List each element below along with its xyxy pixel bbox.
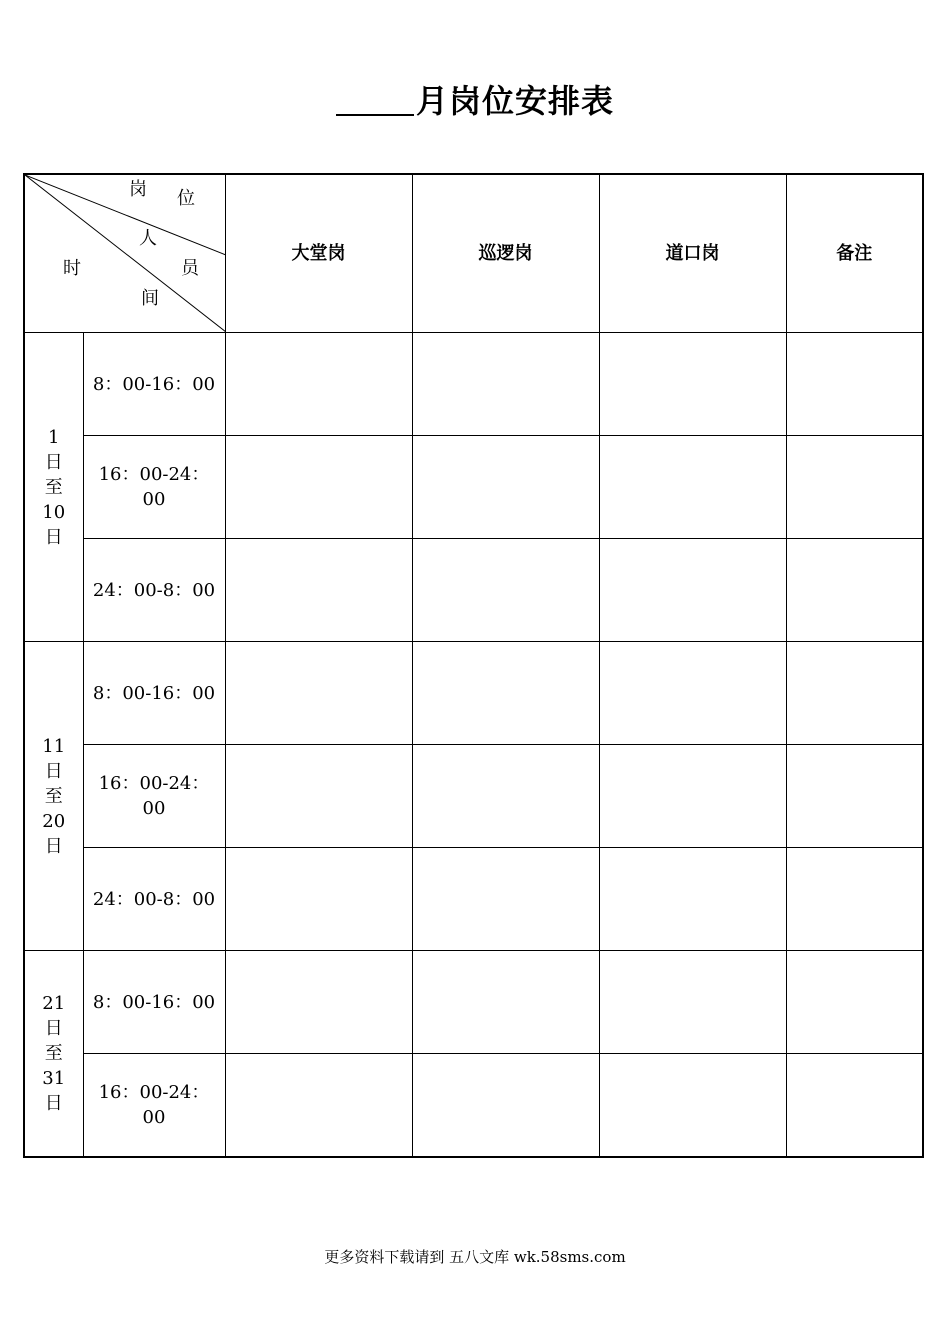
period-line: 至 [44, 1043, 63, 1064]
period-cell [24, 951, 83, 1158]
title-text: 月岗位安排表 [415, 82, 614, 120]
table-row [24, 539, 923, 642]
period-line: 1 [48, 426, 60, 448]
table-row [24, 642, 923, 745]
cell-gate[interactable] [599, 1054, 786, 1158]
shift-cell [83, 848, 225, 951]
time-char-2: 间 [141, 288, 159, 309]
shift-text: 16：00-24： [98, 464, 210, 485]
staff-char-1: 人 [139, 228, 157, 249]
shift-text: 16：00-24： [98, 1082, 210, 1103]
table-row [24, 745, 923, 848]
cell-patrol[interactable] [412, 1054, 599, 1158]
cell-gate[interactable] [599, 951, 786, 1054]
post-char-2: 位 [177, 188, 195, 209]
cell-lobby[interactable] [225, 951, 412, 1054]
period-line: 日 [44, 526, 63, 548]
cell-patrol[interactable] [412, 333, 599, 436]
cell-remarks[interactable] [786, 436, 923, 539]
cell-remarks[interactable] [786, 539, 923, 642]
cell-lobby[interactable] [225, 333, 412, 436]
cell-gate[interactable] [599, 642, 786, 745]
cell-lobby[interactable] [225, 745, 412, 848]
cell-remarks[interactable] [786, 848, 923, 951]
column-header-lobby: 大堂岗 [225, 174, 412, 333]
cell-patrol[interactable] [412, 642, 599, 745]
table-row [24, 848, 923, 951]
cell-remarks[interactable] [786, 745, 923, 848]
schedule-table [23, 173, 924, 1158]
cell-lobby[interactable] [225, 642, 412, 745]
shift-text: 24：00-8：00 [92, 579, 216, 601]
period-line: 日 [44, 451, 63, 473]
period-cell [24, 642, 83, 951]
cell-patrol[interactable] [412, 539, 599, 642]
cell-remarks[interactable] [786, 1054, 923, 1158]
shift-cell [83, 951, 225, 1054]
cell-lobby[interactable] [225, 539, 412, 642]
shift-cell [83, 1054, 225, 1158]
column-header-gate: 道口岗 [599, 174, 786, 333]
period-line: 31 [42, 1068, 66, 1089]
shift-cell [83, 539, 225, 642]
cell-lobby[interactable] [225, 1054, 412, 1158]
staff-char-2: 员 [181, 258, 199, 279]
shift-text: 8：00-16：00 [92, 373, 216, 395]
footer-text: 更多资料下载请到 五八文库 wk.58sms.com [324, 1248, 626, 1266]
month-blank [336, 84, 414, 116]
shift-cell [83, 436, 225, 539]
diagonal-lines [25, 175, 226, 332]
shift-text: 00 [142, 1107, 166, 1128]
period-line: 至 [44, 476, 63, 498]
table-row [24, 333, 923, 436]
table-row [24, 951, 923, 1054]
shift-text: 00 [142, 489, 166, 510]
shift-text: 16：00-24： [98, 773, 210, 794]
cell-gate[interactable] [599, 745, 786, 848]
cell-remarks[interactable] [786, 642, 923, 745]
period-line: 21 [42, 993, 66, 1014]
cell-gate[interactable] [599, 539, 786, 642]
period-line: 11 [42, 735, 66, 757]
table-row [24, 436, 923, 539]
cell-patrol[interactable] [412, 951, 599, 1054]
cell-lobby[interactable] [225, 848, 412, 951]
diagonal-header-cell [24, 174, 225, 333]
cell-patrol[interactable] [412, 848, 599, 951]
cell-lobby[interactable] [225, 436, 412, 539]
shift-text: 00 [142, 798, 166, 819]
time-char-1: 时 [63, 258, 81, 279]
page-title [0, 76, 950, 122]
period-line: 日 [44, 760, 63, 782]
period-line: 10 [42, 501, 66, 523]
column-header-remarks: 备注 [786, 174, 923, 333]
cell-gate[interactable] [599, 436, 786, 539]
shift-text: 8：00-16：00 [92, 991, 216, 1013]
cell-patrol[interactable] [412, 745, 599, 848]
table-row [24, 1054, 923, 1158]
period-line: 日 [44, 835, 63, 857]
shift-text: 24：00-8：00 [92, 888, 216, 910]
period-line: 至 [44, 785, 63, 807]
shift-cell [83, 745, 225, 848]
shift-text: 8：00-16：00 [92, 682, 216, 704]
shift-cell [83, 333, 225, 436]
period-line: 日 [44, 1093, 63, 1114]
period-cell [24, 333, 83, 642]
cell-patrol[interactable] [412, 436, 599, 539]
column-header-patrol: 巡逻岗 [412, 174, 599, 333]
cell-remarks[interactable] [786, 951, 923, 1054]
post-char-1: 岗 [129, 179, 147, 200]
period-line: 日 [44, 1018, 63, 1039]
cell-remarks[interactable] [786, 333, 923, 436]
header-row [24, 174, 923, 333]
shift-cell [83, 642, 225, 745]
cell-gate[interactable] [599, 333, 786, 436]
period-line: 20 [42, 810, 66, 832]
cell-gate[interactable] [599, 848, 786, 951]
